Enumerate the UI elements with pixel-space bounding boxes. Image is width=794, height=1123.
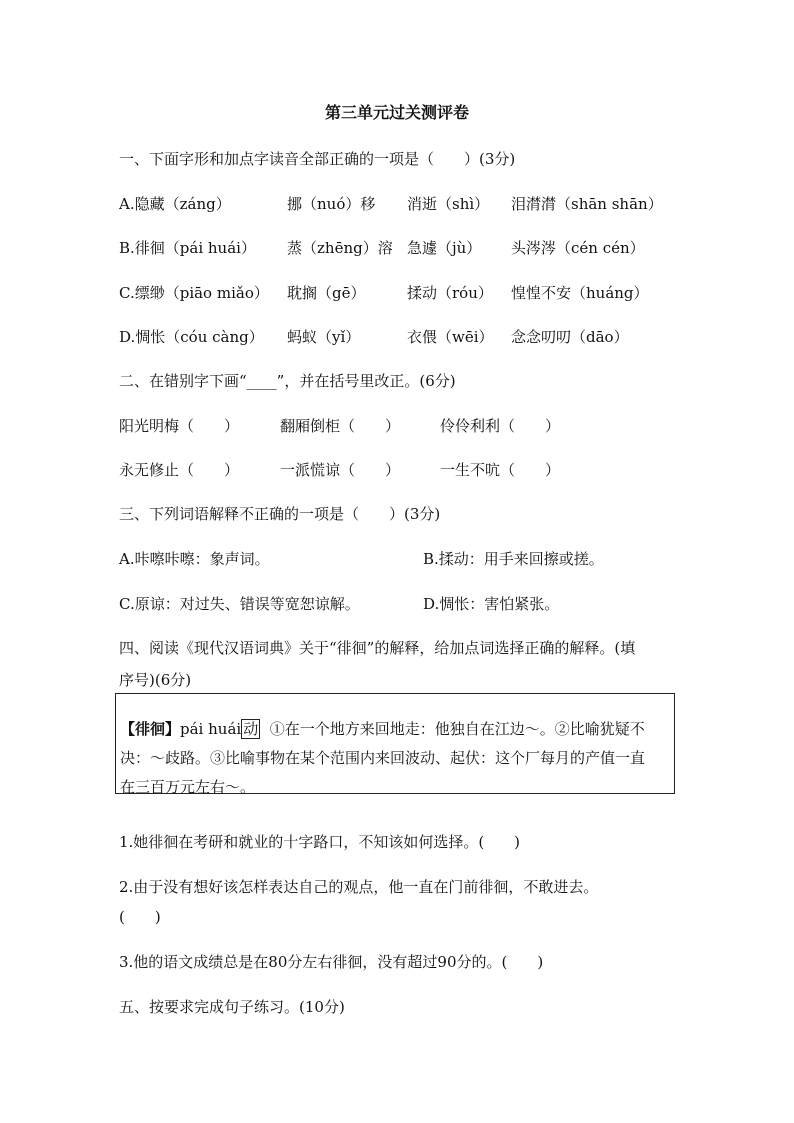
q3-option-d: D.惆怅：害怕紧张。 [423, 595, 560, 613]
q1-c-item-1: C.缥缈（piāo miǎo） [119, 284, 269, 302]
q2-item-1: 阳光明梅（ ） [119, 417, 240, 435]
q1-c-item-3: 揉动（róu） [407, 284, 493, 302]
q2-heading: 二、在错别字下画“____”，并在括号里改正。(6分) [119, 372, 456, 390]
q4-item-1: 1.她徘徊在考研和就业的十字路口，不知该如何选择。( ) [119, 833, 521, 851]
dictionary-definition-line-3: 在三百万元左右～。 [120, 778, 256, 796]
q4-item-2: 2.由于没有想好该怎样表达自己的观点，他一直在门前徘徊，不敢进去。 [119, 878, 599, 896]
q3-option-b: B.揉动：用手来回擦或搓。 [423, 550, 604, 568]
q1-a-item-1: A.隐藏（záng） [119, 195, 231, 213]
q3-option-a: A.咔嚓咔嚓：象声词。 [119, 550, 270, 568]
dictionary-pinyin: pái huái [180, 720, 242, 738]
part-of-speech-tag: 动 [243, 720, 259, 738]
q2-item-6: 一生不吭（ ） [440, 461, 561, 479]
q2-item-3: 伶伶利利（ ） [440, 417, 561, 435]
q5-heading: 五、按要求完成句子练习。(10分) [119, 998, 345, 1016]
q1-b-item-1: B.徘徊（pái huái） [119, 239, 256, 257]
q1-d-item-1: D.惆怅（cóu càng） [119, 328, 264, 346]
q1-b-item-4: 头涔涔（cén cén） [511, 239, 645, 257]
q1-c-item-2: 耽搁（gē） [287, 284, 366, 302]
dictionary-definition-line-1: ①在一个地方来回地走：他独自在江边～。②比喻犹疑不 [269, 720, 645, 738]
q1-d-item-4: 念念叨叨（dāo） [511, 328, 629, 346]
q3-heading: 三、下列词语解释不正确的一项是（ ）(3分) [119, 505, 441, 523]
q4-item-2-answer: ( ) [119, 908, 161, 926]
dictionary-entry-box [115, 693, 675, 794]
q1-heading: 一、下面字形和加点字读音全部正确的一项是（ ）(3分) [119, 150, 516, 168]
page-title: 第三单元过关测评卷 [324, 103, 469, 122]
q1-d-item-2: 蚂蚁（yǐ） [287, 328, 361, 346]
q2-item-4: 永无修止（ ） [119, 461, 240, 479]
q1-a-item-3: 消逝（shì） [407, 195, 490, 213]
dictionary-headword: 【徘徊】 [120, 720, 181, 738]
q2-item-2: 翻厢倒柜（ ） [280, 417, 401, 435]
dictionary-definition-line-2: 决：～歧路。③比喻事物在某个范围内来回波动、起伏：这个厂每月的产值一直 [120, 749, 646, 767]
q4-heading-line-1: 四、阅读《现代汉语词典》关于“徘徊”的解释，给加点词选择正确的解释。(填 [119, 639, 636, 657]
q1-b-item-3: 急遽（jù） [407, 239, 482, 257]
q1-a-item-2: 挪（nuó）移 [287, 195, 376, 213]
q4-item-3: 3.他的语文成绩总是在80分左右徘徊，没有超过90分的。( ) [119, 953, 544, 971]
q1-a-item-4: 泪潸潸（shān shān） [511, 195, 663, 213]
q1-b-item-2: 蒸（zhēng）溶 [287, 239, 393, 257]
q4-heading-line-2: 序号)(6分) [119, 671, 192, 689]
dictionary-entry-line-1 [120, 718, 645, 739]
q1-d-item-3: 衣偎（wēi） [407, 328, 494, 346]
q3-option-c: C.原谅：对过失、错误等宽恕谅解。 [119, 595, 360, 613]
q1-c-item-4: 惶惶不安（huáng） [511, 284, 649, 302]
q2-item-5: 一派慌谅（ ） [280, 461, 401, 479]
